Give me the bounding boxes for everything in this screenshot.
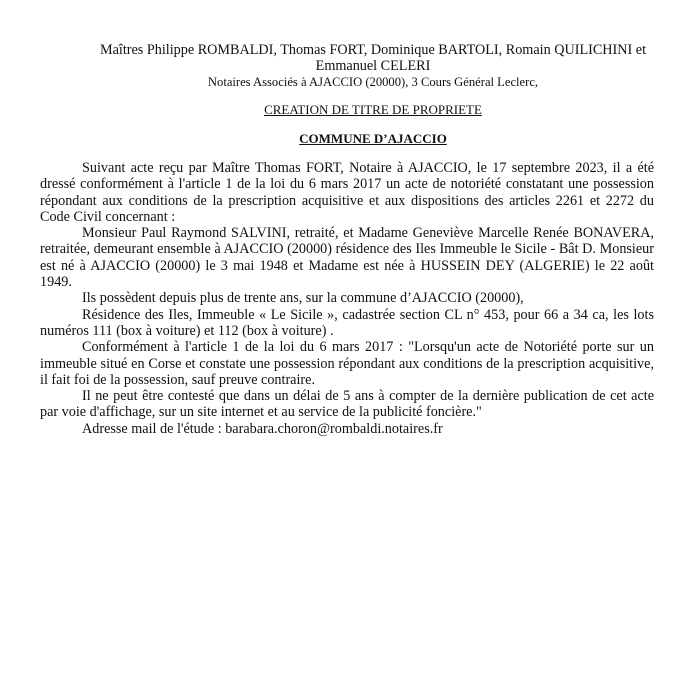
paragraph-contest-delay: Il ne peut être contesté que dans un délai de 5 ans à compter de la dernière publication de cet acte par voie d'affichage, sur un site internet et au service de la publicité foncière." bbox=[40, 388, 654, 421]
paragraph-deed: Suivant acte reçu par Maître Thomas FORT, Notaire à AJACCIO, le 17 septembre 2023, il a été dressé conformément à l'article 1 de la loi du 6 mars 2017 un acte de notoriété constatant une possession répondant aux conditions de la prescription acquisitive et aux dispositions des articles 2261 et 2272 du Code Civil concernant : bbox=[40, 160, 654, 225]
paragraph-law-citation: Conformément à l'article 1 de la loi du 6 mars 2017 : "Lorsqu'un acte de Notoriété porte sur un immeuble situé en Corse et constate une possession répondant aux conditions de la prescription acquisitive, il fait foi de la possession, sauf preuve contraire. bbox=[40, 339, 654, 388]
document-body bbox=[40, 160, 654, 437]
notaries-address: Notaires Associés à AJACCIO (20000), 3 Cours Général Leclerc, bbox=[207, 75, 539, 89]
paragraph-parties: Monsieur Paul Raymond SALVINI, retraité, et Madame Geneviève Marcelle Renée BONAVERA, retraitée, demeurant ensemble à AJACCIO (20000) résidence des Iles Immeuble le Sicile - Bât D. Monsieur est né à AJACCIO (20000) le 3 mai 1948 et Madame est née à HUSSEIN DEY (ALGERIE) le 22 août 1949. bbox=[40, 225, 654, 291]
paragraph-possession: Ils possèdent depuis plus de trente ans, sur la commune d’AJACCIO (20000), bbox=[82, 290, 524, 307]
document-subtitle: COMMUNE D’AJACCIO bbox=[299, 131, 447, 146]
notaries-names: Maîtres Philippe ROMBALDI, Thomas FORT, Dominique BARTOLI, Romain QUILICHINI et Emmanuel CELERI bbox=[99, 42, 647, 74]
legal-notice-document bbox=[40, 42, 654, 437]
paragraph-property: Résidence des Iles, Immeuble « Le Sicile », cadastrée section CL n° 453, pour 66 a 34 ca, les lots numéros 111 (box à voiture) et 112 (box à voiture) . bbox=[40, 306, 654, 339]
document-title: CREATION DE TITRE DE PROPRIETE bbox=[264, 102, 482, 117]
paragraph-contact-email: Adresse mail de l'étude : barabara.choron@rombaldi.notaires.fr bbox=[82, 420, 443, 437]
